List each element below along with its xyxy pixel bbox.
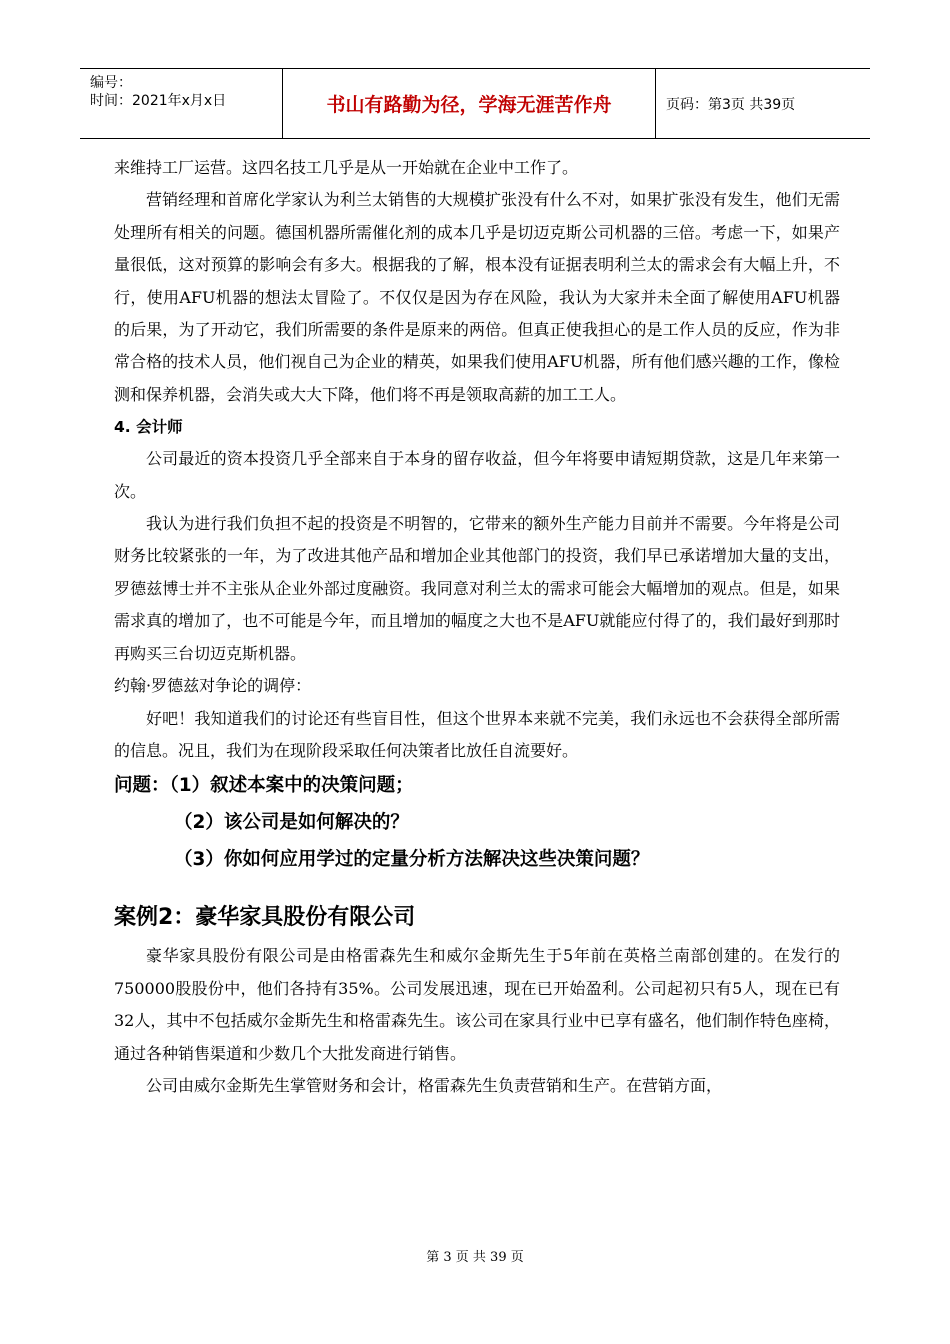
paragraph: 好吧！我知道我们的讨论还有些盲目性，但这个世界本来就不完美，我们永远也不会获得全部所需的信息。况且，我们为在现阶段采取任何决策者比放任自流要好。 [114, 708, 840, 760]
question-3: （3）你如何应用学过的定量分析方法解决这些决策问题？ [174, 849, 650, 871]
time-label: 时间：2021年x月x日 [90, 93, 227, 109]
header-page-info: 页码：第3页 共39页 [666, 96, 796, 113]
code-label: 编号： [90, 75, 132, 91]
case-title: 案例2：豪华家具股份有限公司 [114, 905, 416, 931]
paragraph: 我认为进行我们负担不起的投资是不明智的，它带来的额外生产能力目前并不需要。今年将是公司财务比较紧张的一年，为了改进其他产品和增加企业其他部门的投资，我们早已承诺增加大量的支出，罗德兹博士并不主张从企业外部过度融资。我同意对利兰太的需求可能会大幅增加的观点。但是，如果需求真的增加了，也不可能是今年，而且增加的幅度之大也不是AFU就能应付得了的，我们最好到那时再购买三台切迈克斯机器。 [114, 514, 840, 663]
paragraph: 公司最近的资本投资几乎全部来自于本身的留存收益，但今年将要申请短期贷款，这是几年来第一次。 [114, 449, 840, 501]
page-header [80, 68, 870, 139]
page-footer: 第 3 页 共 39 页 [426, 1250, 524, 1265]
paragraph: 豪华家具股份有限公司是由格雷森先生和威尔金斯先生于5年前在英格兰南部创建的。在发行的750000股股份中，他们各持有35%。公司发展迅速，现在已开始盈利。公司起初只有5人，现在已有32人，其中不包括威尔金斯先生和格雷森先生。该公司在家具行业中已享有盛名，他们制作特色座椅，通过各种销售渠道和少数几个大批发商进行销售。 [114, 946, 840, 1063]
paragraph: 营销经理和首席化学家认为利兰太销售的大规模扩张没有什么不对，如果扩张没有发生，他们无需处理所有相关的问题。德国机器所需催化剂的成本几乎是切迈克斯公司机器的三倍。考虑一下，如果产量很低，这对预算的影响会有多大。根据我的了解，根本没有证据表明利兰太的需求会有大幅上升，不行，使用AFU机器的想法太冒险了。不仅仅是因为存在风险，我认为大家并未全面了解使用AFU机器的后果，为了开动它，我们所需要的条件是原来的两倍。但真正使我担心的是工作人员的反应，作为非常合格的技术人员，他们视自己为企业的精英，如果我们使用AFU机器，所有他们感兴趣的工作，像检测和保养机器，会消失或大大下降，他们将不再是领取高薪的加工工人。 [114, 190, 840, 404]
section-heading: 4. 会计师 [114, 418, 183, 437]
paragraph: 公司由威尔金斯先生掌管财务和会计，格雷森先生负责营销和生产。在营销方面， [146, 1075, 723, 1095]
header-motto: 书山有路勤为径，学海无涯苦作舟 [283, 69, 656, 138]
paragraph: 来维持工厂运营。这四名技工几乎是从一开始就在企业中工作了。 [114, 158, 579, 177]
question-2: （2）该公司是如何解决的？ [174, 812, 409, 834]
document-body [114, 152, 840, 1102]
header-meta [80, 69, 283, 138]
question-1: 问题：（1）叙述本案中的决策问题； [114, 775, 414, 797]
mediation-label: 约翰·罗德兹对争论的调停： [114, 676, 312, 696]
